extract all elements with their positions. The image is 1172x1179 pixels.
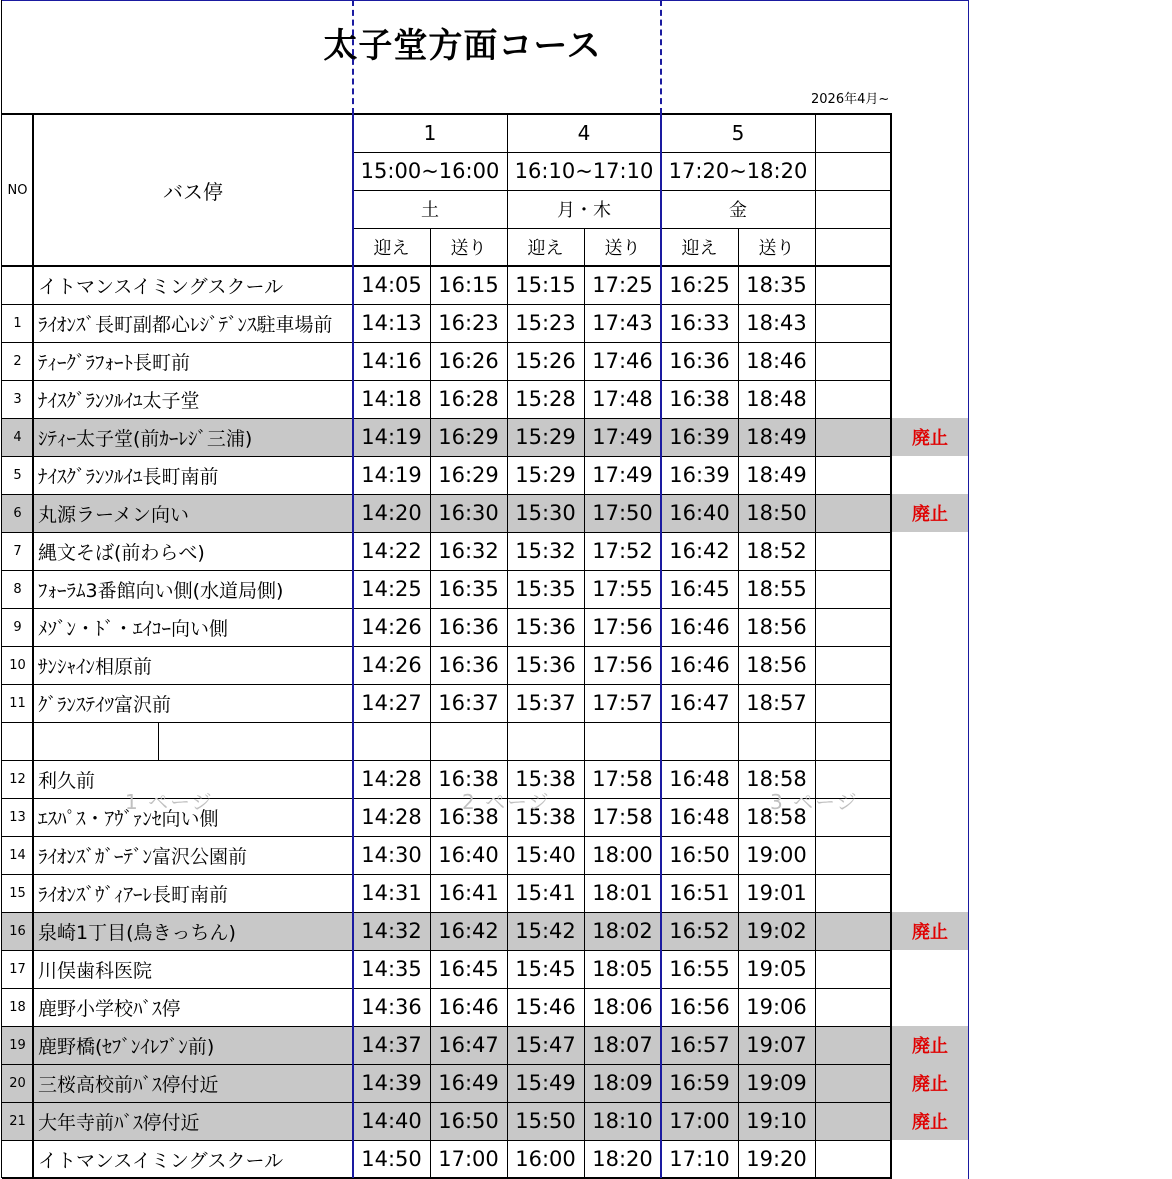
bus-stop-name: ﾅｲｽｸﾞﾗﾝｿﾙｲﾕ長町南前	[38, 465, 219, 488]
pickup-time: 16:46	[669, 615, 730, 639]
dropoff-time: 17:00	[438, 1147, 499, 1171]
row-number: 21	[9, 1113, 26, 1129]
grid-line	[353, 228, 892, 229]
row-number: 16	[9, 923, 26, 939]
grid-line	[2, 608, 892, 609]
page-break-top-border	[2, 0, 969, 1]
row-number: 10	[9, 657, 26, 673]
course-number: 5	[731, 121, 745, 145]
bus-stop-name: ｸﾞﾗﾝｽﾃｲﾂ富沢前	[38, 693, 172, 716]
grid-line	[2, 1140, 892, 1141]
pickup-time: 15:32	[515, 539, 576, 563]
course-time: 15:00~16:00	[360, 159, 500, 183]
grid-line	[2, 342, 892, 343]
grid-line	[2, 418, 892, 419]
pickup-time: 15:36	[515, 615, 576, 639]
pickup-header: 迎え	[373, 238, 410, 259]
pickup-time: 15:47	[515, 1033, 576, 1057]
row-number	[2, 266, 33, 304]
dropoff-time: 16:46	[438, 995, 499, 1019]
pickup-time: 14:32	[361, 919, 422, 943]
bus-stop-name: ｴｽﾊﾟｽ・ｱｳﾞｧﾝｾ向い側	[38, 807, 219, 830]
pickup-time: 14:26	[361, 615, 422, 639]
grid-line	[2, 912, 892, 913]
effective-date: 2026年4月~	[811, 92, 890, 107]
pickup-time: 14:26	[361, 653, 422, 677]
pickup-time: 15:38	[515, 805, 576, 829]
bus-stop-name: 鹿野橋(ｾﾌﾞﾝｲﾚﾌﾞﾝ前)	[38, 1035, 215, 1058]
grid-line	[2, 1064, 892, 1065]
bus-stop-name	[33, 722, 353, 760]
grid-line	[2, 456, 892, 457]
row-number: 19	[9, 1037, 26, 1053]
pickup-time: 15:40	[515, 843, 576, 867]
pickup-time: 14:31	[361, 881, 422, 905]
pickup-time: 16:51	[669, 881, 730, 905]
pickup-time: 16:40	[669, 501, 730, 525]
pickup-time: 16:52	[669, 919, 730, 943]
bus-stop-name: 丸源ラーメン向い	[38, 503, 190, 526]
dropoff-time: 18:43	[746, 311, 807, 335]
dropoff-time: 18:49	[746, 463, 807, 487]
pickup-time: 14:35	[361, 957, 422, 981]
pickup-time: 16:39	[669, 463, 730, 487]
dropoff-time: 18:55	[746, 577, 807, 601]
dropoff-time: 16:36	[438, 653, 499, 677]
discontinued-label: 廃止	[912, 1074, 948, 1095]
dropoff-time: 17:58	[592, 767, 653, 791]
pickup-header: 迎え	[681, 238, 718, 259]
row-number: 13	[9, 809, 26, 825]
course-day: 土	[421, 200, 439, 221]
page-break-line	[660, 114, 662, 1178]
dropoff-time: 18:02	[592, 919, 653, 943]
dropoff-time: 18:46	[746, 349, 807, 373]
pickup-time: 14:50	[361, 1147, 422, 1171]
dropoff-time: 17:56	[592, 653, 653, 677]
dropoff-time: 16:29	[438, 463, 499, 487]
discontinued-label: 廃止	[912, 922, 948, 943]
dropoff-time: 18:35	[746, 273, 807, 297]
pickup-time: 14:13	[361, 311, 422, 335]
pickup-time: 14:27	[361, 691, 422, 715]
row-number: 4	[13, 429, 22, 445]
pickup-time: 14:19	[361, 425, 422, 449]
bus-stop-name: 泉崎1丁目(鳥きっちん)	[38, 921, 236, 944]
dropoff-time	[738, 722, 815, 760]
pickup-time: 16:48	[669, 805, 730, 829]
page-break-line	[352, 114, 354, 1178]
dropoff-time: 18:07	[592, 1033, 653, 1057]
pickup-time	[661, 722, 738, 760]
dropoff-header: 送り	[758, 238, 795, 259]
pickup-time: 15:35	[515, 577, 576, 601]
sheet-left-border	[1, 0, 2, 1178]
column-header-no: NO	[7, 182, 28, 198]
course-time: 17:20~18:20	[668, 159, 808, 183]
pickup-time: 14:18	[361, 387, 422, 411]
pickup-time: 15:30	[515, 501, 576, 525]
dropoff-time: 17:25	[592, 273, 653, 297]
dropoff-time: 19:01	[746, 881, 807, 905]
grid-line	[353, 152, 892, 153]
grid-line	[430, 228, 431, 1178]
bus-stop-name: ﾗｲｵﾝｽﾞ長町副都心ﾚｼﾞﾃﾞﾝｽ駐車場前	[38, 313, 333, 336]
bus-stop-name: イトマンスイミングスクール	[38, 275, 284, 298]
dropoff-time: 18:01	[592, 881, 653, 905]
bus-stop-name: 縄文そば(前わらべ)	[38, 541, 205, 564]
grid-line	[2, 1102, 892, 1103]
dropoff-time: 18:05	[592, 957, 653, 981]
pickup-time: 14:40	[361, 1109, 422, 1133]
grid-line	[2, 684, 892, 685]
pickup-time: 14:22	[361, 539, 422, 563]
pickup-time: 17:00	[669, 1109, 730, 1133]
grid-line	[2, 950, 892, 951]
column-header-stop: バス停	[163, 179, 223, 204]
dropoff-time: 17:49	[592, 463, 653, 487]
page-break-right-border	[968, 0, 969, 1179]
course-number: 1	[423, 121, 437, 145]
dropoff-time: 16:28	[438, 387, 499, 411]
dropoff-time: 17:56	[592, 615, 653, 639]
dropoff-time: 18:58	[746, 767, 807, 791]
page-break-dashed-line	[352, 0, 354, 114]
bus-stop-name: ﾗｲｵﾝｽﾞｶﾞｰﾃﾞﾝ富沢公園前	[38, 845, 248, 868]
dropoff-time: 19:05	[746, 957, 807, 981]
bus-stop-name: 川俣歯科医院	[38, 959, 153, 982]
dropoff-time: 17:58	[592, 805, 653, 829]
row-number: 14	[9, 847, 26, 863]
dropoff-time: 16:35	[438, 577, 499, 601]
dropoff-time: 17:43	[592, 311, 653, 335]
pickup-time: 17:10	[669, 1147, 730, 1171]
dropoff-time: 18:09	[592, 1071, 653, 1095]
dropoff-time: 19:02	[746, 919, 807, 943]
dropoff-time: 16:29	[438, 425, 499, 449]
discontinued-label: 廃止	[912, 428, 948, 449]
pickup-time: 15:15	[515, 273, 576, 297]
pickup-time: 16:36	[669, 349, 730, 373]
dropoff-time: 18:56	[746, 653, 807, 677]
row-number: 7	[13, 543, 22, 559]
dropoff-time: 16:47	[438, 1033, 499, 1057]
dropoff-time: 16:37	[438, 691, 499, 715]
row-number: 18	[9, 999, 26, 1015]
pickup-time: 16:38	[669, 387, 730, 411]
pickup-time: 15:50	[515, 1109, 576, 1133]
dropoff-time: 18:00	[592, 843, 653, 867]
dropoff-time: 17:49	[592, 425, 653, 449]
grid-line	[507, 114, 508, 1178]
discontinued-label: 廃止	[912, 1036, 948, 1057]
dropoff-time: 18:57	[746, 691, 807, 715]
dropoff-time: 16:26	[438, 349, 499, 373]
dropoff-time: 18:49	[746, 425, 807, 449]
grid-line	[2, 494, 892, 495]
dropoff-time: 16:45	[438, 957, 499, 981]
grid-line	[584, 228, 585, 1178]
course-day: 月・木	[557, 200, 611, 221]
discontinued-label: 廃止	[912, 1112, 948, 1133]
pickup-time: 16:25	[669, 273, 730, 297]
bus-stop-name: 三桜高校前ﾊﾞｽ停付近	[38, 1073, 219, 1096]
grid-line	[2, 380, 892, 381]
dropoff-time: 17:48	[592, 387, 653, 411]
page-number-watermark: 1 ページ	[125, 790, 214, 814]
grid-line	[353, 190, 892, 191]
dropoff-time: 16:38	[438, 767, 499, 791]
grid-line	[2, 304, 892, 305]
row-number: 6	[13, 505, 22, 521]
grid-line	[738, 228, 739, 1178]
pickup-time: 16:47	[669, 691, 730, 715]
pickup-time: 14:39	[361, 1071, 422, 1095]
pickup-header: 迎え	[527, 238, 564, 259]
bus-stop-name: ﾗｲｵﾝｽﾞｳﾞｨｱｰﾚ長町南前	[38, 883, 229, 906]
row-number: 17	[9, 961, 26, 977]
pickup-time: 15:49	[515, 1071, 576, 1095]
bus-stop-name: ｻﾝｼｬｲﾝ相原前	[38, 655, 153, 678]
pickup-time: 14:16	[361, 349, 422, 373]
grid-line	[2, 570, 892, 571]
bus-stop-name: 鹿野小学校ﾊﾞｽ停	[38, 997, 181, 1020]
pickup-time: 16:39	[669, 425, 730, 449]
dropoff-time: 16:50	[438, 1109, 499, 1133]
pickup-time: 16:46	[669, 653, 730, 677]
dropoff-time: 16:41	[438, 881, 499, 905]
dropoff-time: 19:06	[746, 995, 807, 1019]
dropoff-time: 16:38	[438, 805, 499, 829]
grid-line	[32, 114, 34, 1178]
dropoff-time: 19:10	[746, 1109, 807, 1133]
dropoff-time: 18:56	[746, 615, 807, 639]
dropoff-time: 19:20	[746, 1147, 807, 1171]
page-number-watermark: 3 ページ	[770, 790, 859, 814]
pickup-time: 16:00	[515, 1147, 576, 1171]
dropoff-time: 17:52	[592, 539, 653, 563]
pickup-time: 15:41	[515, 881, 576, 905]
dropoff-time: 17:50	[592, 501, 653, 525]
bus-stop-name: ﾃｨｰｸﾞﾗﾌｫｰﾄ長町前	[38, 351, 191, 374]
page-number-watermark: 2 ページ	[462, 790, 551, 814]
pickup-time: 15:37	[515, 691, 576, 715]
pickup-time: 16:56	[669, 995, 730, 1019]
row-number: 2	[13, 353, 22, 369]
grid-line	[158, 722, 159, 760]
dropoff-time: 18:20	[592, 1147, 653, 1171]
pickup-time: 15:38	[515, 767, 576, 791]
pickup-time: 16:48	[669, 767, 730, 791]
pickup-time: 15:28	[515, 387, 576, 411]
pickup-time: 16:50	[669, 843, 730, 867]
pickup-time: 15:36	[515, 653, 576, 677]
grid-line	[2, 874, 892, 875]
dropoff-time: 16:36	[438, 615, 499, 639]
pickup-time: 16:42	[669, 539, 730, 563]
course-time: 16:10~17:10	[514, 159, 654, 183]
pickup-time: 15:45	[515, 957, 576, 981]
grid-line	[2, 722, 892, 723]
grid-line	[2, 760, 892, 761]
pickup-time: 16:55	[669, 957, 730, 981]
dropoff-time	[584, 722, 661, 760]
dropoff-time: 19:07	[746, 1033, 807, 1057]
row-number	[2, 722, 33, 760]
pickup-time: 14:05	[361, 273, 422, 297]
dropoff-time: 18:10	[592, 1109, 653, 1133]
pickup-time: 14:20	[361, 501, 422, 525]
dropoff-time: 16:23	[438, 311, 499, 335]
course-day: 金	[729, 200, 747, 221]
dropoff-time: 18:48	[746, 387, 807, 411]
dropoff-time: 16:32	[438, 539, 499, 563]
dropoff-time: 18:52	[746, 539, 807, 563]
grid-line	[2, 646, 892, 647]
pickup-time: 16:59	[669, 1071, 730, 1095]
grid-line	[2, 836, 892, 837]
pickup-time: 14:30	[361, 843, 422, 867]
dropoff-header: 送り	[604, 238, 641, 259]
bus-stop-name: イトマンスイミングスクール	[38, 1149, 284, 1172]
dropoff-time: 17:46	[592, 349, 653, 373]
dropoff-time: 19:00	[746, 843, 807, 867]
dropoff-time	[430, 722, 507, 760]
pickup-time: 15:29	[515, 463, 576, 487]
pickup-time: 14:25	[361, 577, 422, 601]
pickup-time	[507, 722, 584, 760]
pickup-time	[353, 722, 430, 760]
pickup-time: 14:37	[361, 1033, 422, 1057]
grid-line	[2, 113, 892, 115]
dropoff-time: 18:06	[592, 995, 653, 1019]
grid-line	[815, 114, 816, 1178]
grid-line	[2, 1026, 892, 1027]
bus-stop-name: ﾅｲｽｸﾞﾗﾝｿﾙｲﾕ太子堂	[38, 389, 200, 412]
grid-line	[2, 988, 892, 989]
dropoff-time: 16:49	[438, 1071, 499, 1095]
grid-line	[890, 114, 892, 1178]
row-number: 5	[13, 467, 22, 483]
bus-stop-name: ﾒｿﾞﾝ・ﾄﾞ・ｴｲｺｰ向い側	[38, 617, 229, 640]
pickup-time: 14:36	[361, 995, 422, 1019]
dropoff-time: 16:42	[438, 919, 499, 943]
row-number: 3	[13, 391, 22, 407]
pickup-time: 14:28	[361, 805, 422, 829]
row-number: 9	[13, 619, 22, 635]
row-number: 12	[9, 771, 26, 787]
row-number: 8	[13, 581, 22, 597]
pickup-time: 14:19	[361, 463, 422, 487]
dropoff-time: 17:57	[592, 691, 653, 715]
bus-stop-name: ﾌｫｰﾗﾑ3番館向い側(水道局側)	[38, 579, 284, 602]
dropoff-time: 16:40	[438, 843, 499, 867]
dropoff-time: 17:55	[592, 577, 653, 601]
bus-stop-name: 大年寺前ﾊﾞｽ停付近	[38, 1111, 200, 1134]
row-number	[2, 1140, 33, 1178]
pickup-time: 16:57	[669, 1033, 730, 1057]
grid-line	[2, 265, 892, 267]
row-number: 15	[9, 885, 26, 901]
grid-line	[2, 532, 892, 533]
dropoff-time: 18:50	[746, 501, 807, 525]
pickup-time: 15:46	[515, 995, 576, 1019]
dropoff-time: 16:15	[438, 273, 499, 297]
dropoff-time: 19:09	[746, 1071, 807, 1095]
discontinued-label: 廃止	[912, 504, 948, 525]
bus-stop-name: 利久前	[38, 769, 96, 792]
pickup-time: 14:28	[361, 767, 422, 791]
row-number: 1	[13, 315, 22, 331]
dropoff-time: 16:30	[438, 501, 499, 525]
pickup-time: 15:26	[515, 349, 576, 373]
dropoff-header: 送り	[450, 238, 487, 259]
bus-stop-name: ｼﾃｨｰ太子堂(前ｶｰﾚｼﾞ三浦)	[38, 427, 253, 450]
pickup-time: 15:42	[515, 919, 576, 943]
pickup-time: 16:33	[669, 311, 730, 335]
dropoff-time: 18:58	[746, 805, 807, 829]
page-break-dashed-line	[660, 0, 662, 114]
pickup-time: 16:45	[669, 577, 730, 601]
row-number: 20	[9, 1075, 26, 1091]
row-number: 11	[9, 695, 26, 711]
pickup-time: 15:23	[515, 311, 576, 335]
course-number: 4	[577, 121, 591, 145]
page-title: 太子堂方面コース	[323, 26, 602, 66]
pickup-time: 15:29	[515, 425, 576, 449]
